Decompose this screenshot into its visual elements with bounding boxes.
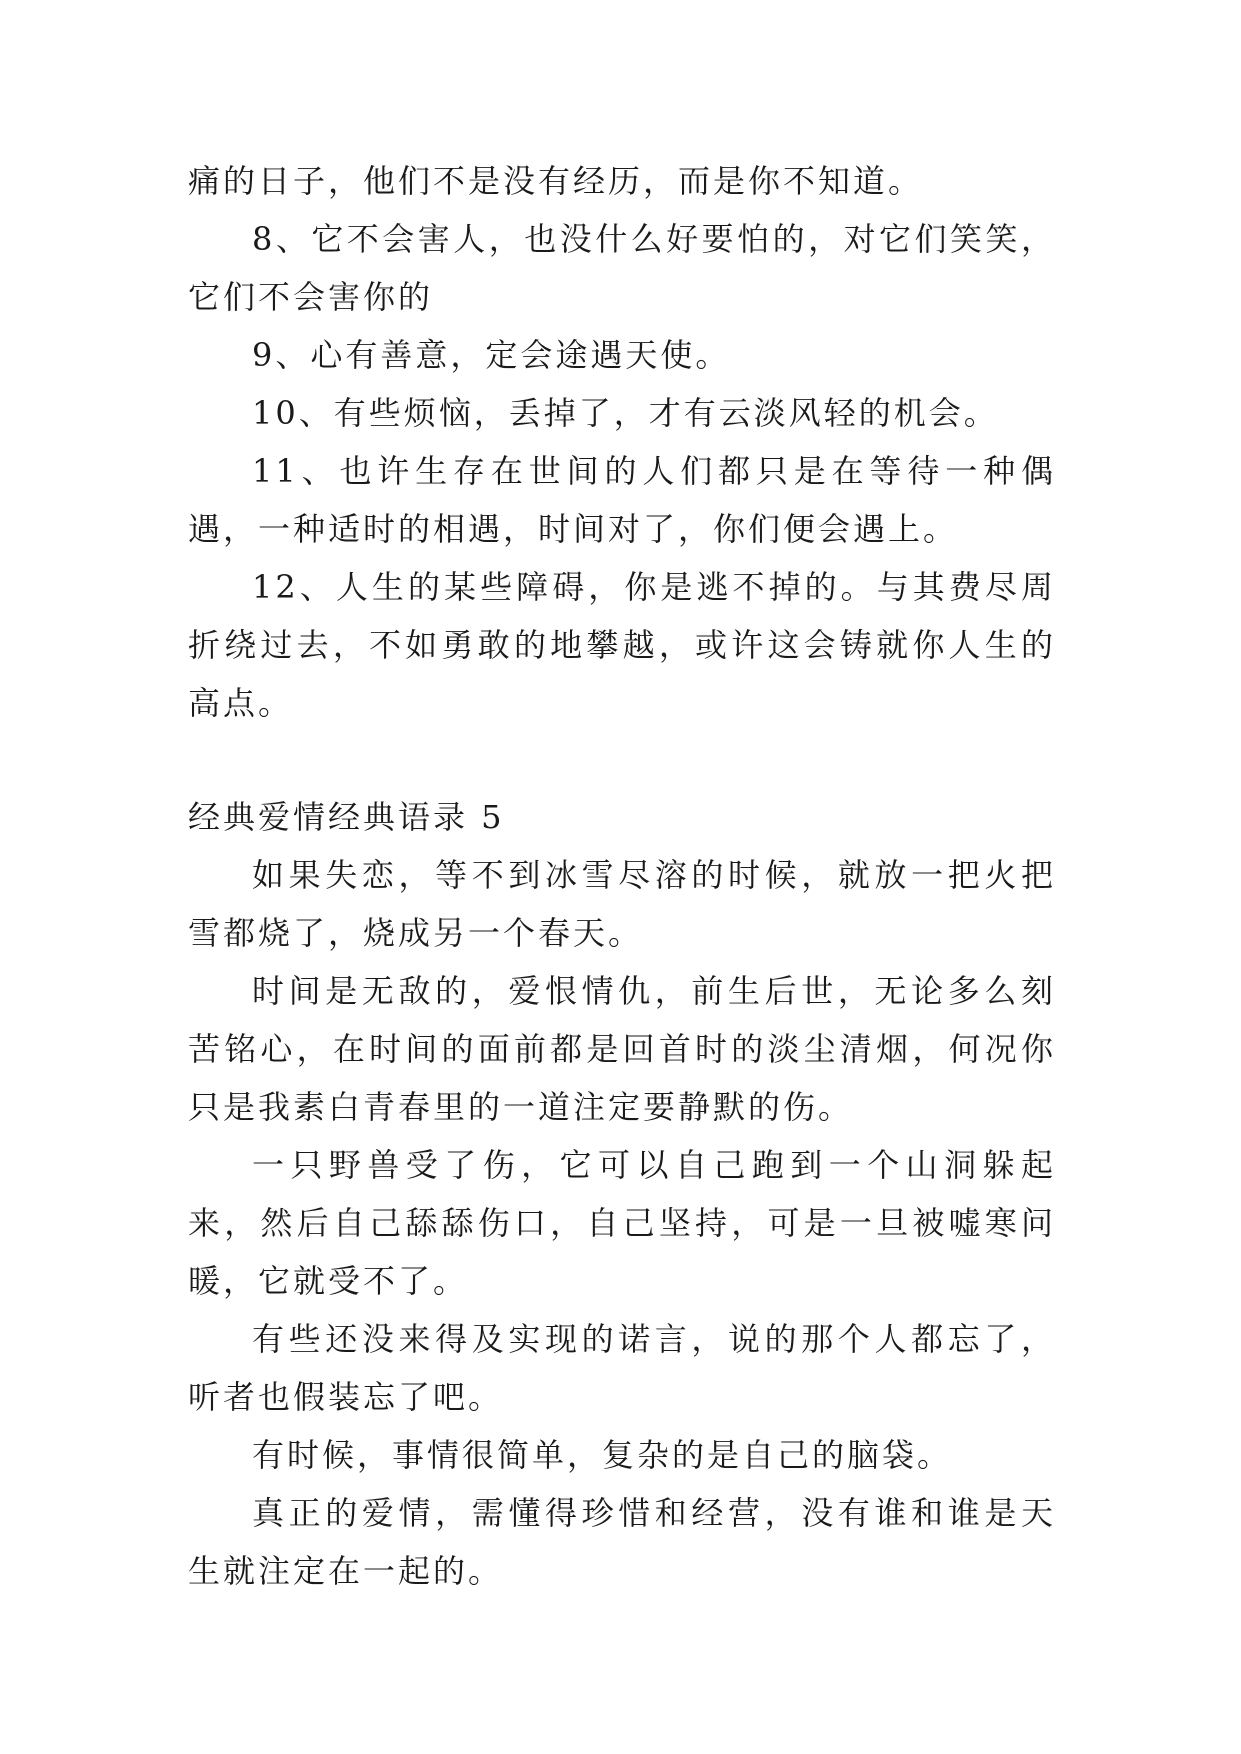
paragraph-love-quote: 有些还没来得及实现的诺言，说的那个人都忘了，听者也假装忘了吧。 bbox=[188, 1320, 1056, 1416]
paragraph-continuation: 痛的日子，他们不是没有经历，而是你不知道。 bbox=[188, 162, 924, 200]
paragraph-quote-8: 8、它不会害人，也没什么好要怕的，对它们笑笑，它们不会害你的 bbox=[188, 220, 1056, 316]
paragraph-quote-9: 9、心有善意，定会途遇天使。 bbox=[252, 336, 731, 374]
paragraph-love-quote: 时间是无敌的，爱恨情仇，前生后世，无论多么刻苦铭心，在时间的面前都是回首时的淡尘清烟，何况你只是我素白青春里的一道注定要静默的伤。 bbox=[188, 972, 1056, 1126]
paragraph-quote-10: 10、有些烦恼，丢掉了，才有云淡风轻的机会。 bbox=[252, 394, 999, 432]
paragraph-love-quote: 有时候，事情很简单，复杂的是自己的脑袋。 bbox=[252, 1436, 953, 1474]
paragraph-love-quote: 真正的爱情，需懂得珍惜和经营，没有谁和谁是天生就注定在一起的。 bbox=[188, 1494, 1056, 1590]
paragraph-quote-12: 12、人生的某些障碍，你是逃不掉的。与其费尽周折绕过去，不如勇敢的地攀越，或许这会铸就你人生的高点。 bbox=[188, 568, 1056, 722]
paragraph-love-quote: 如果失恋，等不到冰雪尽溶的时候，就放一把火把雪都烧了，烧成另一个春天。 bbox=[188, 856, 1056, 952]
paragraph-quote-11: 11、也许生存在世间的人们都只是在等待一种偶遇，一种适时的相遇，时间对了，你们便会遇上。 bbox=[188, 452, 1056, 548]
paragraph-love-quote: 一只野兽受了伤，它可以自己跑到一个山洞躲起来，然后自己舔舔伤口，自己坚持，可是一旦被嘘寒问暖，它就受不了。 bbox=[188, 1146, 1056, 1300]
document-body bbox=[188, 152, 1056, 1600]
section-title: 经典爱情经典语录 5 bbox=[188, 798, 505, 836]
